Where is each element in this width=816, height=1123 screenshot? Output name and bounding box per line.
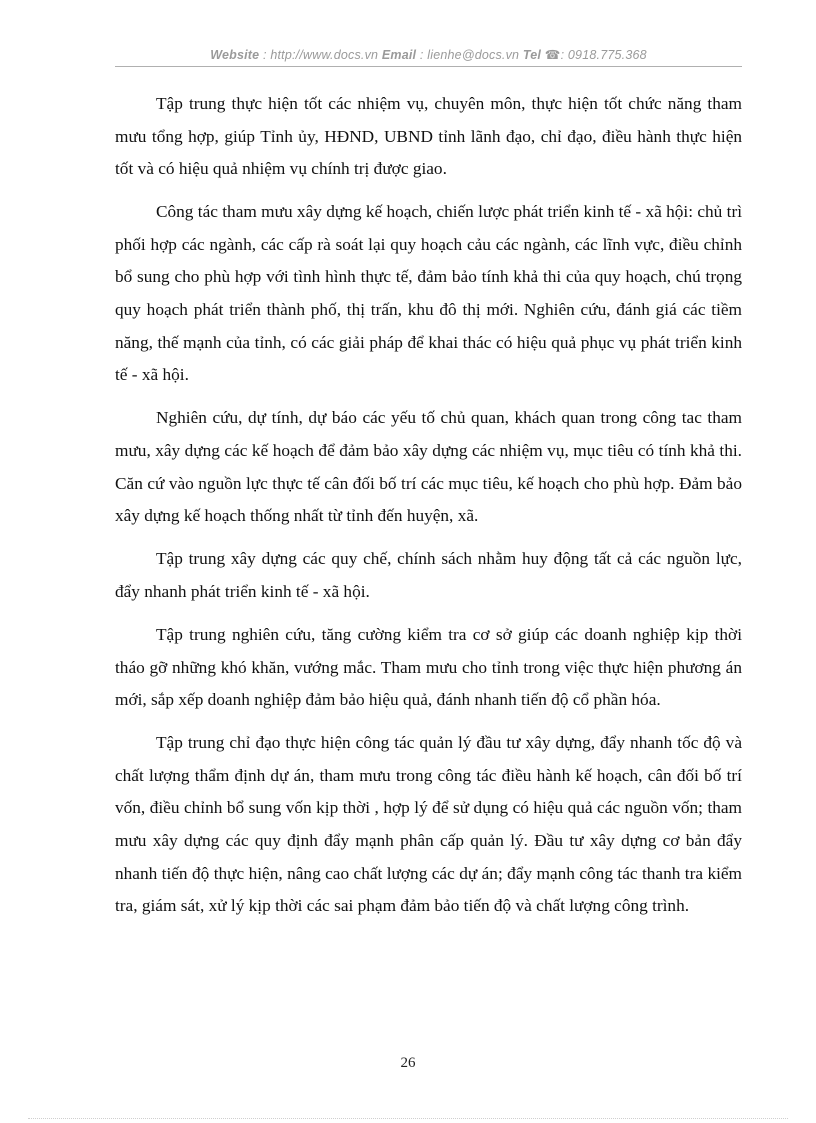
email-link[interactable]: : lienhe@docs.vn — [419, 48, 520, 62]
phone-icon: ☎ — [544, 48, 561, 62]
paragraph: Tập trung chỉ đạo thực hiện công tác quản lý đầu tư xây dựng, đẩy nhanh tốc độ và chất lượng thẩm định dự án, tham mưu trong công tác điều hành kế hoạch, cân đối bố trí vốn, điều chỉnh bổ sung vốn kịp thời , hợp lý để sử dụng có hiệu quả các nguồn vốn; tham mưu xây dựng các quy định đẩy mạnh phân cấp quản lý. Đầu tư xây dựng cơ bản đẩy nhanh tiến độ thực hiện, nâng cao chất lượng các dự án; đẩy mạnh công tác thanh tra kiểm tra, giám sát, xử lý kịp thời các sai phạm đảm bảo tiến độ và chất lượng công trình. — [115, 733, 742, 916]
paragraph: Tập trung nghiên cứu, tăng cường kiểm tra cơ sở giúp các doanh nghiệp kịp thời tháo gỡ những khó khăn, vướng mắc. Tham mưu cho tỉnh trong việc thực hiện phương án mới, sắp xếp doanh nghiệp đảm bảo hiệu quả, đánh nhanh tiến độ cổ phần hóa. — [115, 624, 742, 710]
paragraph: Nghiên cứu, dự tính, dự báo các yếu tố chủ quan, khách quan trong công tac tham mưu, xây dựng các kế hoạch để đảm bảo xây dựng các nhiệm vụ, mục tiêu có tính khả thi. Căn cứ vào nguồn lực thực tế cân đối bố trí các mục tiêu, kế hoạch cho phù hợp. Đảm bảo xây dựng kế hoạch thống nhất từ tỉnh đến huyện, xã. — [115, 408, 742, 526]
paragraph: Công tác tham mưu xây dựng kế hoạch, chiến lược phát triển kinh tế - xã hội: chủ trì phối hợp các ngành, các cấp rà soát lại quy hoạch cảu các ngành, các lĩnh vực, điều chỉnh bổ sung cho phù hợp với tình hình thực tế, đảm bảo tính khả thi của quy hoạch, chú trọng quy hoạch phát triển thành phố, thị trấn, khu đô thị mới. Nghiên cứu, đánh giá các tiềm năng, thế mạnh của tỉnh, có các giải pháp để khai thác có hiệu quả phục vụ phát triển kinh tế - xã hội. — [115, 202, 742, 385]
document-body — [115, 88, 742, 933]
email-label: Email — [381, 48, 417, 62]
paragraph: Tập trung thực hiện tốt các nhiệm vụ, chuyên môn, thực hiện tốt chức năng tham mưu tổng hợp, giúp Tỉnh ủy, HĐND, UBND tỉnh lãnh đạo, chỉ đạo, điều hành thực hiện tốt và có hiệu quả nhiệm vụ chính trị được giao. — [115, 94, 742, 179]
footer-divider — [28, 1118, 788, 1119]
website-label: Website — [210, 48, 260, 62]
page-number: 26 — [400, 1055, 416, 1071]
tel-value: : 0918.775.368 — [560, 48, 647, 62]
header-divider — [115, 66, 742, 67]
tel-label: Tel — [522, 48, 542, 62]
paragraph: Tập trung xây dựng các quy chế, chính sách nhằm huy động tất cả các nguồn lực, đẩy nhanh phát triển kinh tế - xã hội. — [115, 549, 742, 601]
website-link[interactable]: : http://www.docs.vn — [263, 48, 379, 62]
page-header — [115, 47, 742, 67]
